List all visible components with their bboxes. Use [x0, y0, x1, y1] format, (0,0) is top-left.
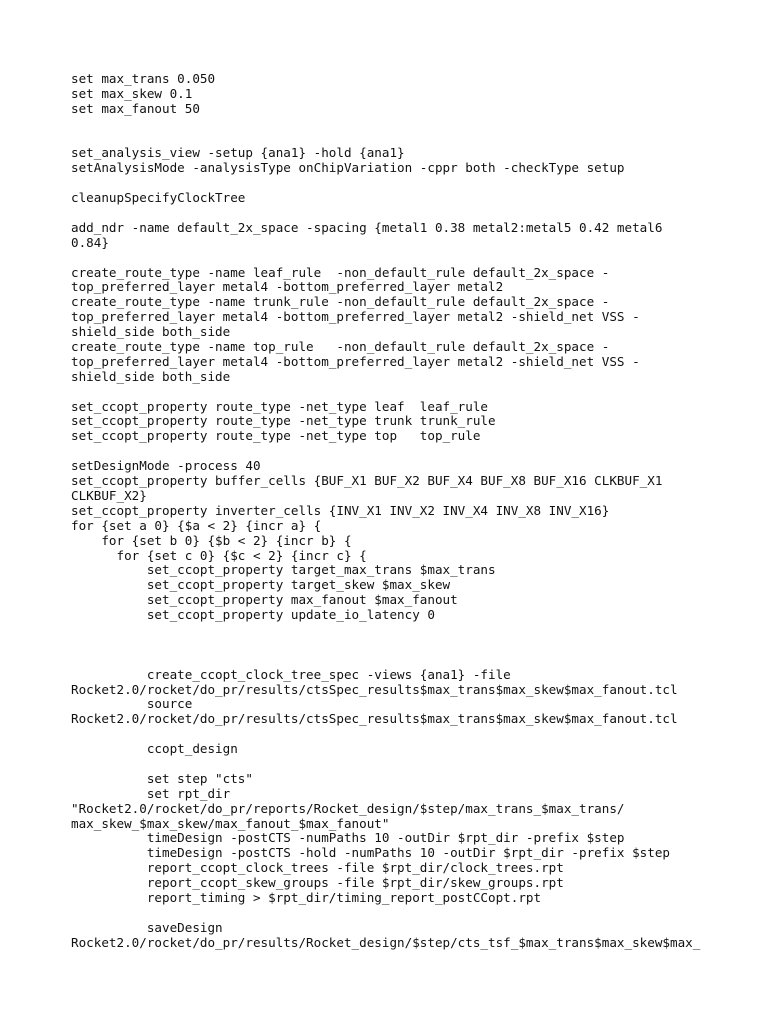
- code-line: setAnalysisMode -analysisType onChipVariation -cppr both -checkType setup: [71, 160, 625, 176]
- code-line: CLKBUF_X2}: [71, 487, 147, 503]
- blank-line: [71, 117, 761, 132]
- code-line: set max_trans 0.050: [71, 71, 216, 86]
- code-line: for {set c 0} {$c < 2} {incr c} {: [71, 547, 367, 563]
- code-line: set max_fanout 50: [71, 100, 200, 116]
- code-line: set step "cts": [71, 770, 253, 786]
- code-line: set_ccopt_property route_type -net_type top top_rule: [71, 428, 481, 444]
- code-line: ccopt_design: [71, 741, 238, 757]
- code-line: create_route_type -name trunk_rule -non_default_rule default_2x_space -: [71, 294, 610, 310]
- code-line: report_ccopt_skew_groups -file $rpt_dir/skew_groups.rpt: [71, 875, 564, 891]
- code-document: [71, 72, 761, 951]
- blank-line: [71, 176, 761, 191]
- code-line: timeDesign -postCTS -numPaths 10 -outDir $rpt_dir -prefix $step: [71, 830, 625, 846]
- code-line: create_route_type -name top_rule -non_default_rule default_2x_space -: [71, 339, 610, 355]
- code-line: saveDesign: [71, 919, 223, 935]
- blank-line: [71, 757, 761, 772]
- blank-line: [71, 132, 761, 147]
- code-line: timeDesign -postCTS -hold -numPaths 10 -outDir $rpt_dir -prefix $step: [71, 845, 670, 861]
- code-line: create_ccopt_clock_tree_spec -views {ana1} -file: [71, 666, 511, 682]
- code-line: for {set a 0} {$a < 2} {incr a} {: [71, 517, 322, 533]
- blank-line: [71, 653, 761, 668]
- code-line: set rpt_dir: [71, 785, 231, 801]
- code-line: shield_side both_side: [71, 368, 231, 384]
- blank-line: [71, 385, 761, 400]
- code-line: Rocket2.0/rocket/do_pr/results/ctsSpec_results$max_trans$max_skew$max_fanout.tcl: [71, 681, 678, 697]
- code-line: report_timing > $rpt_dir/timing_report_postCCopt.rpt: [71, 889, 542, 905]
- code-line: set max_skew 0.1: [71, 85, 193, 101]
- code-line: for {set b 0} {$b < 2} {incr b} {: [71, 532, 352, 548]
- code-line: cleanupSpecifyClockTree: [71, 190, 246, 206]
- code-line: set_ccopt_property max_fanout $max_fanout: [71, 592, 458, 608]
- code-line: set_ccopt_property inverter_cells {INV_X1 INV_X2 INV_X4 INV_X8 INV_X16}: [71, 502, 610, 518]
- code-line: set_ccopt_property target_max_trans $max_trans: [71, 562, 496, 578]
- code-line: set_ccopt_property update_io_latency 0: [71, 607, 435, 623]
- code-line: "Rocket2.0/rocket/do_pr/reports/Rocket_design/$step/max_trans_$max_trans/: [71, 800, 625, 816]
- code-line: Rocket2.0/rocket/do_pr/results/ctsSpec_results$max_trans$max_skew$max_fanout.tcl: [71, 711, 678, 727]
- code-line: set_ccopt_property target_skew $max_skew: [71, 577, 451, 593]
- blank-line: [71, 206, 761, 221]
- code-line: set_ccopt_property route_type -net_type leaf leaf_rule: [71, 398, 489, 414]
- code-line: setDesignMode -process 40: [71, 458, 261, 474]
- code-line: top_preferred_layer metal4 -bottom_preferred_layer metal2 -shield_net VSS -: [71, 309, 640, 325]
- blank-line: [71, 444, 761, 459]
- code-line: Rocket2.0/rocket/do_pr/results/Rocket_design/$step/cts_tsf_$max_trans$max_skew$max_: [71, 934, 701, 950]
- code-line: max_skew_$max_skew/max_fanout_$max_fanout": [71, 815, 390, 831]
- blank-line: [71, 638, 761, 653]
- code-line: add_ndr -name default_2x_space -spacing {metal1 0.38 metal2:metal5 0.42 metal6: [71, 219, 663, 235]
- blank-line: [71, 623, 761, 638]
- code-line: source: [71, 696, 193, 712]
- code-line: report_ccopt_clock_trees -file $rpt_dir/clock_trees.rpt: [71, 860, 564, 876]
- code-line: set_ccopt_property buffer_cells {BUF_X1 BUF_X2 BUF_X4 BUF_X8 BUF_X16 CLKBUF_X1: [71, 473, 663, 489]
- blank-line: [71, 251, 761, 266]
- blank-line: [71, 906, 761, 921]
- code-line: set_ccopt_property route_type -net_type trunk trunk_rule: [71, 413, 496, 429]
- code-line: set_analysis_view -setup {ana1} -hold {ana1}: [71, 145, 405, 161]
- code-line: create_route_type -name leaf_rule -non_default_rule default_2x_space -: [71, 264, 610, 280]
- code-line: top_preferred_layer metal4 -bottom_preferred_layer metal2 -shield_net VSS -: [71, 353, 640, 369]
- code-line: top_preferred_layer metal4 -bottom_preferred_layer metal2: [71, 279, 504, 295]
- blank-line: [71, 727, 761, 742]
- code-line: shield_side both_side: [71, 324, 231, 340]
- code-line: 0.84}: [71, 234, 109, 250]
